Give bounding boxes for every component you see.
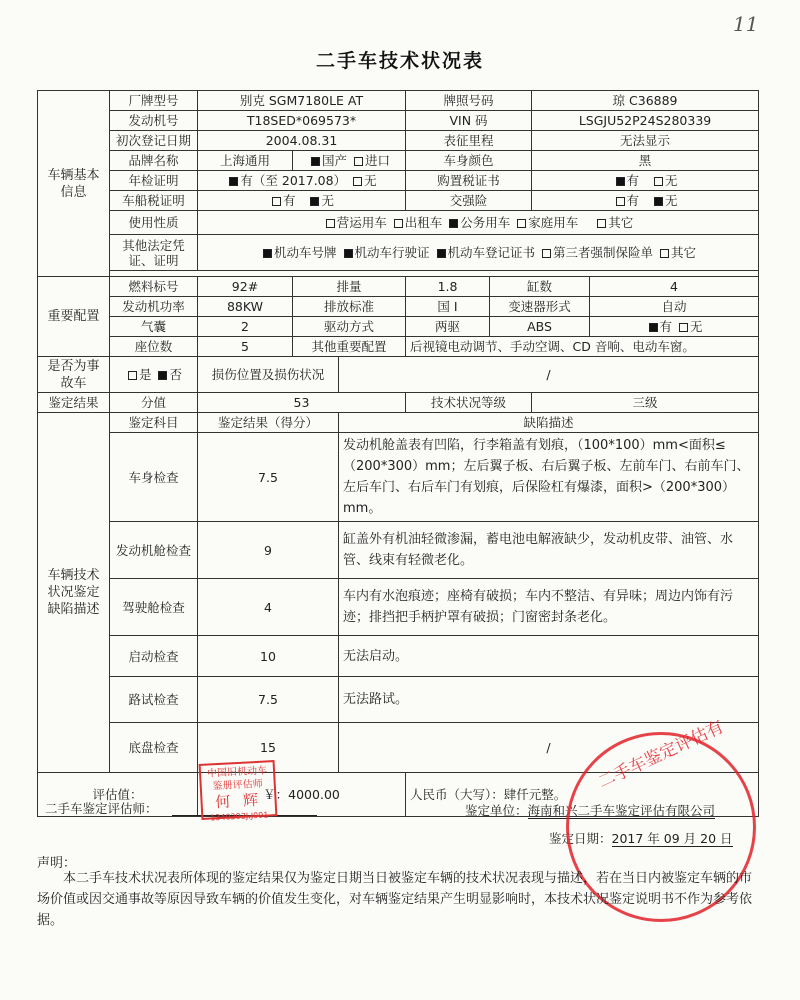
accident-options [110,357,198,393]
drive-value: 两驱 [406,317,490,337]
defect-item: 启动检查 [110,636,198,677]
result-label: 鉴定结果 [38,393,110,413]
checkbox-purchase-tax-yes [616,177,625,186]
col-item-header: 鉴定科目 [110,413,198,433]
checkbox-usage-other [597,219,606,228]
abs-no-label: 无 [690,319,703,334]
score-value: 53 [198,393,406,413]
assessor-stamp-name: 何 辉 [214,790,263,812]
checkbox-doc-other [660,249,669,258]
checkbox-domestic [311,157,320,166]
odometer-value: 无法显示 [532,131,759,151]
checkbox-usage-commercial [326,219,335,228]
checkbox-compulsory-yes [616,197,625,206]
checkbox-usage-official [449,219,458,228]
emission-label: 排放标准 [293,297,406,317]
purchase-tax-label: 购置税证书 [406,171,532,191]
emission-value: 国 I [406,297,490,317]
origin-options [293,151,406,171]
checkbox-usage-family [517,219,526,228]
vessel-tax-options [198,191,406,211]
damage-value: / [339,357,759,393]
checkbox-vessel-tax-yes [272,197,281,206]
other-config-value: 后视镜电动调节、手动空调、CD 音响、电动车窗。 [406,337,759,357]
other-config-label: 其他重要配置 [293,337,406,357]
purchase-tax-options [532,171,759,191]
compulsory-no-label: 无 [664,193,678,208]
compulsory-ins-label: 交强险 [406,191,532,211]
airbag-value: 2 [198,317,293,337]
defect-score: 4 [198,579,339,636]
defect-item: 车身检查 [110,433,198,522]
doc-registration-label: 机动车登记证书 [447,245,536,260]
valuation-value: ￥：4000.00 [198,773,406,817]
usage-commercial-label: 营运用车 [336,215,387,230]
defect-desc: / [339,723,759,773]
doc-plate-label: 机动车号牌 [274,245,337,260]
body-color-label: 车身颜色 [406,151,532,171]
fuel-value: 92# [198,277,293,297]
page-number: 11 [733,12,759,36]
engine-no-value: T18SED*069573* [198,111,406,131]
valuation-label: 评估值： [38,773,198,817]
defect-score: 10 [198,636,339,677]
defect-item: 发动机舱检查 [110,522,198,579]
doc-other-label: 其它 [671,245,697,260]
compulsory-yes-label: 有 [626,193,640,208]
drive-label: 驱动方式 [293,317,406,337]
seats-value: 5 [198,337,293,357]
checkbox-compulsory-no [654,197,663,206]
grade-value: 三级 [532,393,759,413]
col-desc-header: 缺陷描述 [339,413,759,433]
odometer-label: 表征里程 [406,131,532,151]
defect-item: 路试检查 [110,677,198,723]
usage-options [198,211,759,235]
brand-model-value: 别克 SGM7180LE AT [198,91,406,111]
grade-label: 技术状况等级 [406,393,532,413]
accident-label: 是否为事故车 [38,357,110,393]
damage-label: 损伤位置及损伤状况 [198,357,339,393]
checkbox-inspection-yes [229,177,238,186]
checkbox-abs-yes [649,323,658,332]
score-label: 分值 [110,393,198,413]
unit-value: 海南和兴二手车鉴定评估有限公司 [527,803,716,818]
body-color-value: 黑 [532,151,759,171]
defect-score: 7.5 [198,677,339,723]
airbag-label: 气囊 [110,317,198,337]
vehicle-condition-table [37,90,759,817]
abs-label: ABS [490,317,590,337]
defect-desc: 缸盖外有机油轻微渗漏，蓄电池电解液缺少，发动机皮带、油管、水管、线束有轻微老化。 [339,522,759,579]
checkbox-import [354,157,363,166]
checkbox-accident-no [158,371,167,380]
checkbox-doc-insurance [542,249,551,258]
section-config: 重要配置 [38,277,110,357]
legal-docs-options [198,235,759,271]
abs-yes-label: 有 [659,319,673,334]
defect-score: 9 [198,522,339,579]
defect-score: 15 [198,723,339,773]
plate-value: 琼 C36889 [532,91,759,111]
usage-official-label: 公务用车 [460,215,511,230]
defect-item: 底盘检查 [110,723,198,773]
checkbox-doc-plate [263,249,272,258]
vessel-tax-no-label: 无 [321,193,334,208]
doc-insurance-label: 第三者强制保险单 [553,245,654,260]
displacement-label: 排量 [293,277,406,297]
power-value: 88KW [198,297,293,317]
assessor-stamp [199,760,278,823]
checkbox-vessel-tax-no [310,197,319,206]
brand-name-value: 上海通用 [198,151,293,171]
company-seal-text: 二手车鉴定评估有 [595,716,727,793]
inspection-label: 年检证明 [110,171,198,191]
section-basic-info: 车辆基本信息 [38,91,110,277]
usage-label: 使用性质 [110,211,198,235]
power-label: 发动机功率 [110,297,198,317]
first-reg-label: 初次登记日期 [110,131,198,151]
vin-value: LSGJU52P24S280339 [532,111,759,131]
assessor-stamp-line1: 中国旧机动车 [206,765,268,780]
vessel-tax-label: 车船税证明 [110,191,198,211]
inspection-no-label: 无 [364,173,377,188]
brand-model-label: 厂牌型号 [110,91,198,111]
transmission-value: 自动 [590,297,759,317]
checkbox-doc-license [344,249,353,258]
cylinders-label: 缸数 [490,277,590,297]
transmission-label: 变速器形式 [490,297,590,317]
defect-desc: 车内有水泡痕迹；座椅有破损；车内不整洁、有异味；周边内饰有污迹；排挡把手柄护罩有破损；门窗密封条老化。 [339,579,759,636]
brand-name-label: 品牌名称 [110,151,198,171]
cylinders-value: 4 [590,277,759,297]
inspection-options [198,171,406,191]
legal-docs-label: 其他法定凭证、证明 [110,235,198,271]
rmb-value: 肆仟元整。 [503,787,567,802]
accident-no-label: 否 [169,367,182,382]
defect-desc: 无法路试。 [339,677,759,723]
checkbox-usage-taxi [394,219,403,228]
rmb-label: 人民币（大写）： [410,787,504,802]
origin-import-label: 进口 [365,153,391,168]
unit-label: 鉴定单位： [465,803,528,818]
purchase-tax-yes-label: 有 [626,173,640,188]
col-score-header: 鉴定结果（得分） [198,413,339,433]
notice-title: 声明： [37,856,77,871]
usage-other-label: 其它 [608,215,634,230]
checkbox-accident-yes [128,371,137,380]
section-defects: 车辆技术状况鉴定缺陷描述 [38,413,110,773]
date-value: 2017 年 09 月 20 日 [611,831,733,846]
origin-domestic-label: 国产 [322,153,348,168]
notice-text: 本二手车技术状况表所体现的鉴定结果仅为鉴定日期当日被鉴定车辆的技术状况表现与描述，若在当日内被鉴定车辆的市场价值或因交通事故等原因导致车辆的价值发生变化，对车辆鉴定结果产生明显影响时，本技术状况鉴定说明书不作为参考依据。 [37,871,753,928]
displacement-value: 1.8 [406,277,490,297]
assessor-stamp-id: 1340293J.J091 [210,810,269,823]
inspection-yes-label: 有（至 2017.08） [240,173,347,188]
defect-desc: 发动机舱盖表有凹陷，行李箱盖有划痕，（100*100）mm<面积≤（200*300）mm；左后翼子板、右后翼子板、左前车门、右前车门、左后车门、右后车门有划痕，后保险杠有爆漆，面积>（200*300）mm。 [339,433,759,522]
purchase-tax-no-label: 无 [664,173,678,188]
defect-score: 7.5 [198,433,339,522]
assessor-label: 二手车鉴定评估师： [45,801,158,816]
fuel-label: 燃料标号 [110,277,198,297]
page-title: 二手车技术状况表 [315,50,484,72]
first-reg-value: 2004.08.31 [198,131,406,151]
vessel-tax-yes-label: 有 [283,193,296,208]
doc-license-label: 机动车行驶证 [354,245,430,260]
checkbox-inspection-no [353,177,362,186]
seats-label: 座位数 [110,337,198,357]
vin-label: VIN 码 [406,111,532,131]
checkbox-purchase-tax-no [654,177,663,186]
engine-no-label: 发动机号 [110,111,198,131]
usage-family-label: 家庭用车 [528,215,579,230]
usage-taxi-label: 出租车 [404,215,443,230]
plate-label: 牌照号码 [406,91,532,111]
abs-options [590,317,759,337]
date-label: 鉴定日期： [549,831,612,846]
defect-item: 驾驶舱检查 [110,579,198,636]
assessor-stamp-line2: 鉴册评估师 [212,778,264,793]
compulsory-ins-options [532,191,759,211]
checkbox-abs-no [679,323,688,332]
accident-yes-label: 是 [138,367,152,382]
checkbox-doc-registration [437,249,446,258]
defect-desc: 无法启动。 [339,636,759,677]
